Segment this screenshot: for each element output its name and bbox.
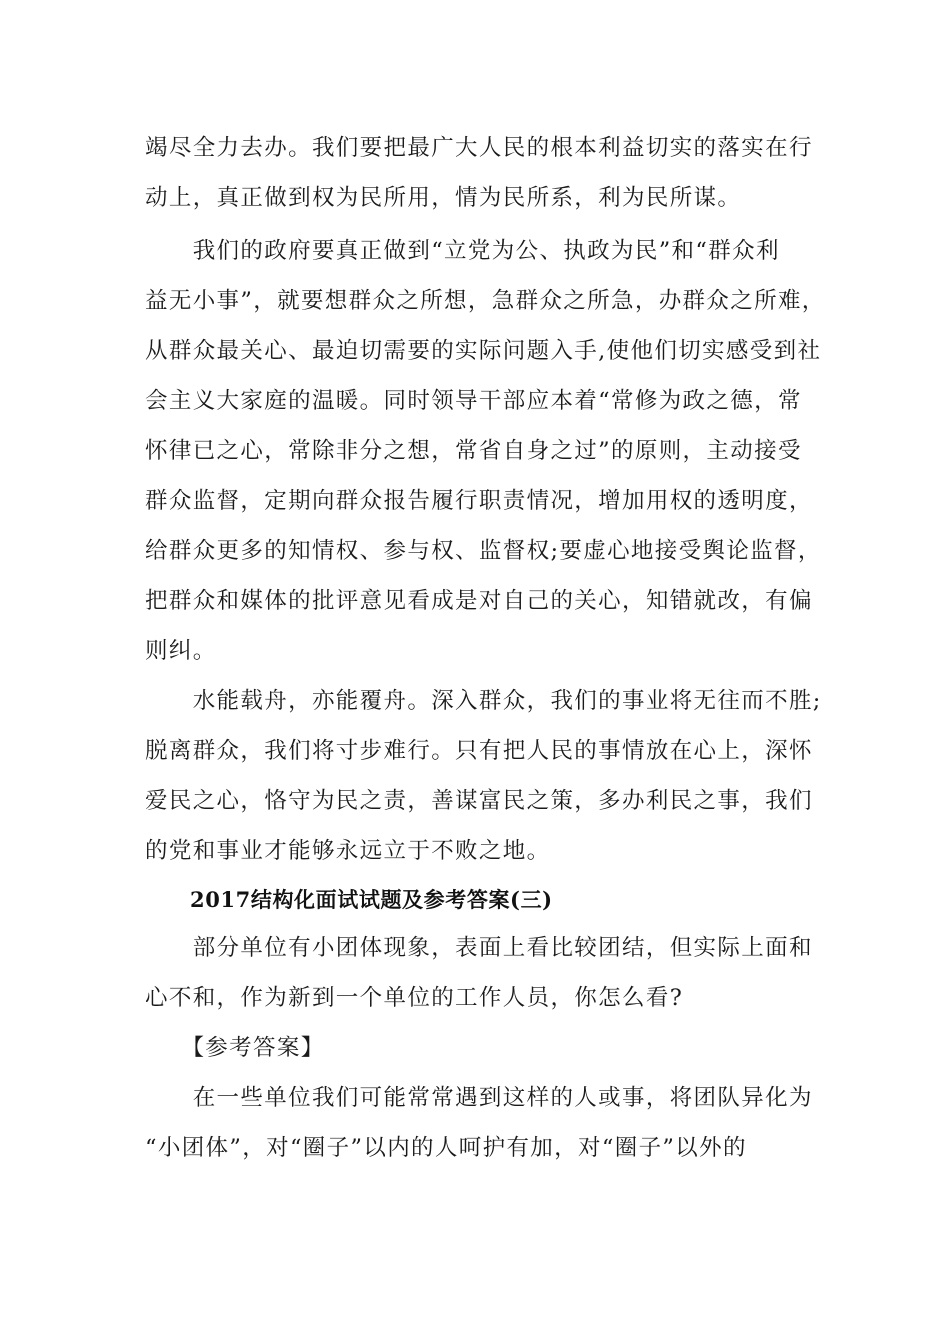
body-text-line: 脱离群众，我们将寸步难行。只有把人民的事情放在心上，深怀 (145, 738, 813, 764)
question-text-line: 部分单位有小团体现象，表面上看比较团结，但实际上面和 (145, 935, 813, 961)
body-text-line: 则纠。 (145, 638, 217, 664)
body-text-line: 把群众和媒体的批评意见看成是对自己的关心，知错就改，有偏 (145, 588, 813, 614)
body-text-line: 的党和事业才能够永远立于不败之地。 (145, 838, 551, 864)
body-text-line: 水能载舟，亦能覆舟。深入群众，我们的事业将无往而不胜; (145, 688, 822, 714)
answer-text-line: “小团体”，对“圈子”以内的人呵护有加，对“圈子”以外的 (145, 1135, 747, 1161)
body-text-line: 群众监督，定期向群众报告履行职责情况，增加用权的透明度， (145, 488, 813, 514)
body-text-line: 从群众最关心、最迫切需要的实际问题入手,使他们切实感受到社 (145, 338, 822, 364)
body-text-line: 爱民之心，恪守为民之责，善谋富民之策，多办利民之事，我们 (145, 788, 813, 814)
body-text-line: 我们的政府要真正做到“立党为公、执政为民”和“群众利 (145, 238, 780, 264)
body-text-line: 怀律已之心，常除非分之想，常省自身之过”的原则，主动接受 (145, 438, 802, 464)
section-heading: 2017结构化面试试题及参考答案(三) (190, 887, 553, 912)
question-text-line: 心不和，作为新到一个单位的工作人员，你怎么看? (145, 985, 684, 1011)
body-text-line: 益无小事”，就要想群众之所想，急群众之所急，办群众之所难， (145, 288, 826, 314)
body-text-line: 给群众更多的知情权、参与权、监督权;要虚心地接受舆论监督， (145, 538, 822, 564)
body-text-line: 动上，真正做到权为民所用，情为民所系，利为民所谋。 (145, 185, 742, 211)
answer-text-line: 在一些单位我们可能常常遇到这样的人或事，将团队异化为 (145, 1085, 813, 1111)
body-text-line: 会主义大家庭的温暖。同时领导干部应本着“常修为政之德，常 (145, 388, 802, 414)
body-text-line: 竭尽全力去办。我们要把最广大人民的根本利益切实的落实在行 (145, 135, 813, 161)
answer-label: 【参考答案】 (145, 1035, 325, 1061)
